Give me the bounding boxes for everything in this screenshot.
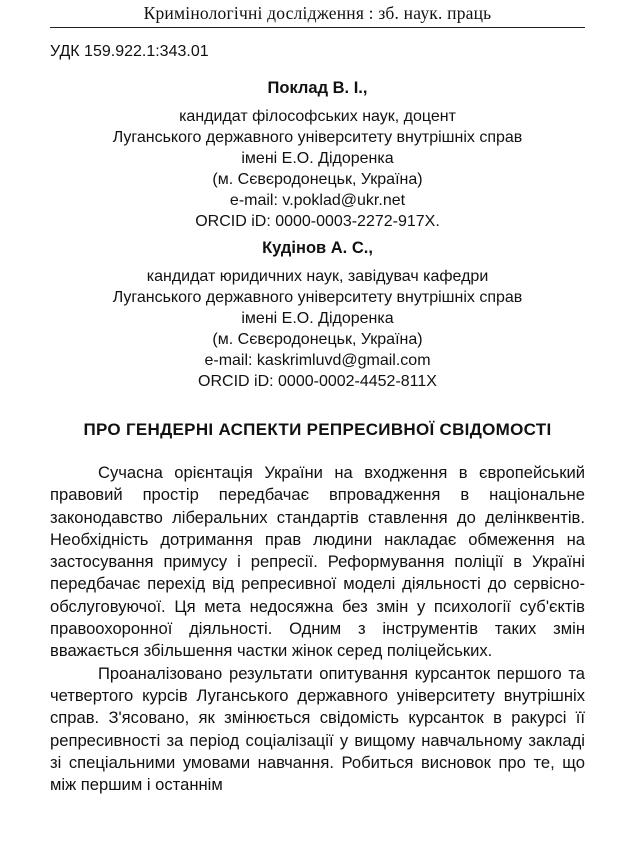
udk-code: УДК 159.922.1:343.01 — [50, 43, 209, 60]
author-orcid: ORCID iD: 0000-0002-4452-811X — [198, 373, 437, 390]
author-name: Поклад В. І., — [267, 79, 368, 97]
abstract — [50, 462, 585, 796]
author-email: e-mail: kaskrimluvd@gmail.com — [204, 352, 431, 369]
author-block-1 — [50, 78, 585, 232]
author-affiliation: Луганського державного університету внутрішніх справ — [112, 129, 523, 146]
author-degree: кандидат філософських наук, доцент — [179, 108, 456, 125]
author-name: Кудінов А. С., — [262, 239, 373, 257]
author-location: (м. Сєвєродонецьк, Україна) — [212, 171, 423, 188]
author-orcid: ORCID iD: 0000-0003-2272-917X. — [195, 213, 440, 230]
author-affiliation-name: імені Е.О. Дідоренка — [241, 150, 394, 167]
author-affiliation-name: імені Е.О. Дідоренка — [241, 310, 394, 327]
authors-section — [50, 78, 585, 398]
abstract-paragraph: Сучасна орієнтація України на входження в європейський правовий простір передбачає впровадження в національне законодавство ліберальних стандартів ставлення до делінквентів. Необхідність дотримання прав людини накладає обмеження на застосування примусу і репресії. Реформування поліції в Україні передбачає перехід від репресивної моделі діяльності до сервісно-обслуговуючої. Ця мета недосяжна без змін у психології суб'єктів правоохоронної діяльності. Одним з інструментів таких змін вважається збільшення частки жінок серед поліцейських. — [50, 463, 585, 661]
author-block-2 — [50, 238, 585, 392]
article-title: ПРО ГЕНДЕРНІ АСПЕКТИ РЕПРЕСИВНОЇ СВІДОМОСТІ — [83, 420, 552, 439]
abstract-paragraph: Проаналізовано результати опитування курсанток першого та четвертого курсів Луганського державного університету внутрішніх справ. З'ясовано, як змінюється свідомість курсанток в ракурсі її репресивності за період соціалізації у вищому навчальному закладі зі спеціальними умовами навчання. Робиться висновок про те, що між першим і останнім — [50, 663, 585, 795]
author-location: (м. Сєвєродонецьк, Україна) — [212, 331, 423, 348]
author-affiliation: Луганського державного університету внутрішніх справ — [112, 289, 523, 306]
author-degree: кандидат юридичних наук, завідувач кафедри — [146, 268, 489, 285]
author-email: e-mail: v.poklad@ukr.net — [229, 192, 406, 209]
running-header: Кримінологічні дослідження : зб. наук. праць — [50, 0, 585, 28]
